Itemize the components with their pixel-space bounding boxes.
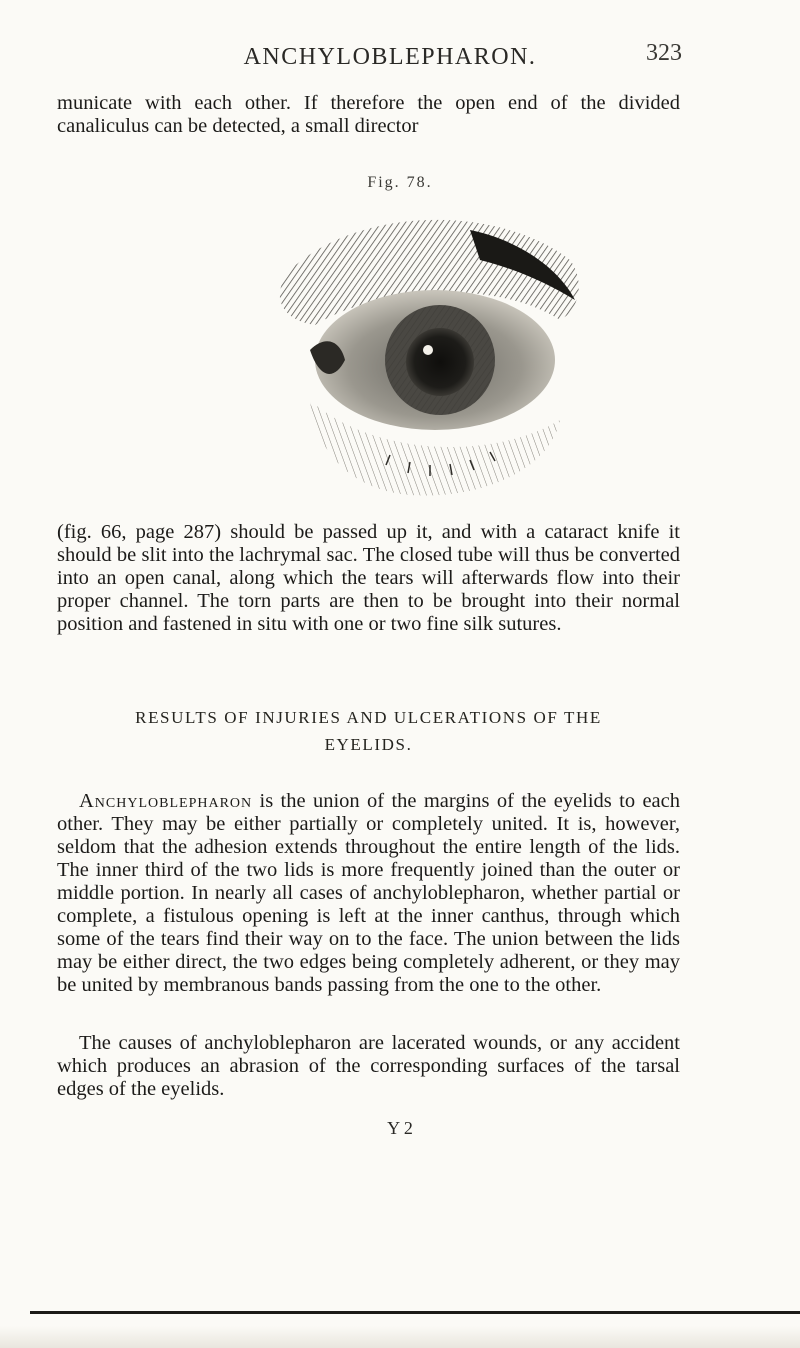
paragraph-instructions: (fig. 66, page 287) should be passed up it, and with a cataract knife it should be slit into the lachrymal sac. The closed tube will thus be converted into an open canal, along which the tears will afterwards flow into their proper channel. The torn parts are then to be brought into their normal position and fastened in situ with one or two fine silk sutures. bbox=[57, 521, 680, 635]
paragraph-causes: The causes of anchyloblepharon are lacerated wounds, or any accident which produces an abrasion of the corresponding surfaces of the tarsal edges of the eyelids. bbox=[57, 1032, 680, 1100]
figure-caption: Fig. 78. bbox=[367, 174, 433, 191]
definition-text: is the union of the margins of the eyelids to each other. They may be either partially or completely united. It is, however, seldom that the adhesion extends throughout the entire length of the lids. The inner third of the two lids is more frequently joined than the outer or middle portion. In nearly all cases of anchyloblepharon, whether partial or complete, a fistulous opening is left at the inner canthus, through which some of the tears find their way on to the face. The union between the lids may be either direct, the two edges being completely adherent, or they may be united by membranous bands passing from the one to the other. bbox=[57, 790, 680, 996]
pupil-highlight bbox=[423, 345, 433, 355]
paragraph-definition bbox=[57, 790, 680, 997]
page-edge bbox=[0, 1326, 800, 1348]
bottom-rule bbox=[30, 1311, 800, 1314]
signature-mark: Y 2 bbox=[387, 1118, 413, 1138]
term-anchyloblepharon: Anchyloblepharon bbox=[79, 790, 253, 812]
page-number: 323 bbox=[646, 40, 682, 66]
eye-illustration bbox=[140, 200, 660, 510]
pupil bbox=[406, 328, 474, 396]
section-heading-line1: RESULTS OF INJURIES AND ULCERATIONS OF THE bbox=[135, 708, 602, 727]
running-head: ANCHYLOBLEPHARON. bbox=[243, 44, 537, 70]
paragraph-continued: municate with each other. If therefore the open end of the divided canaliculus can be detected, a small director bbox=[57, 92, 680, 137]
section-heading-line2: EYELIDS. bbox=[324, 735, 413, 754]
